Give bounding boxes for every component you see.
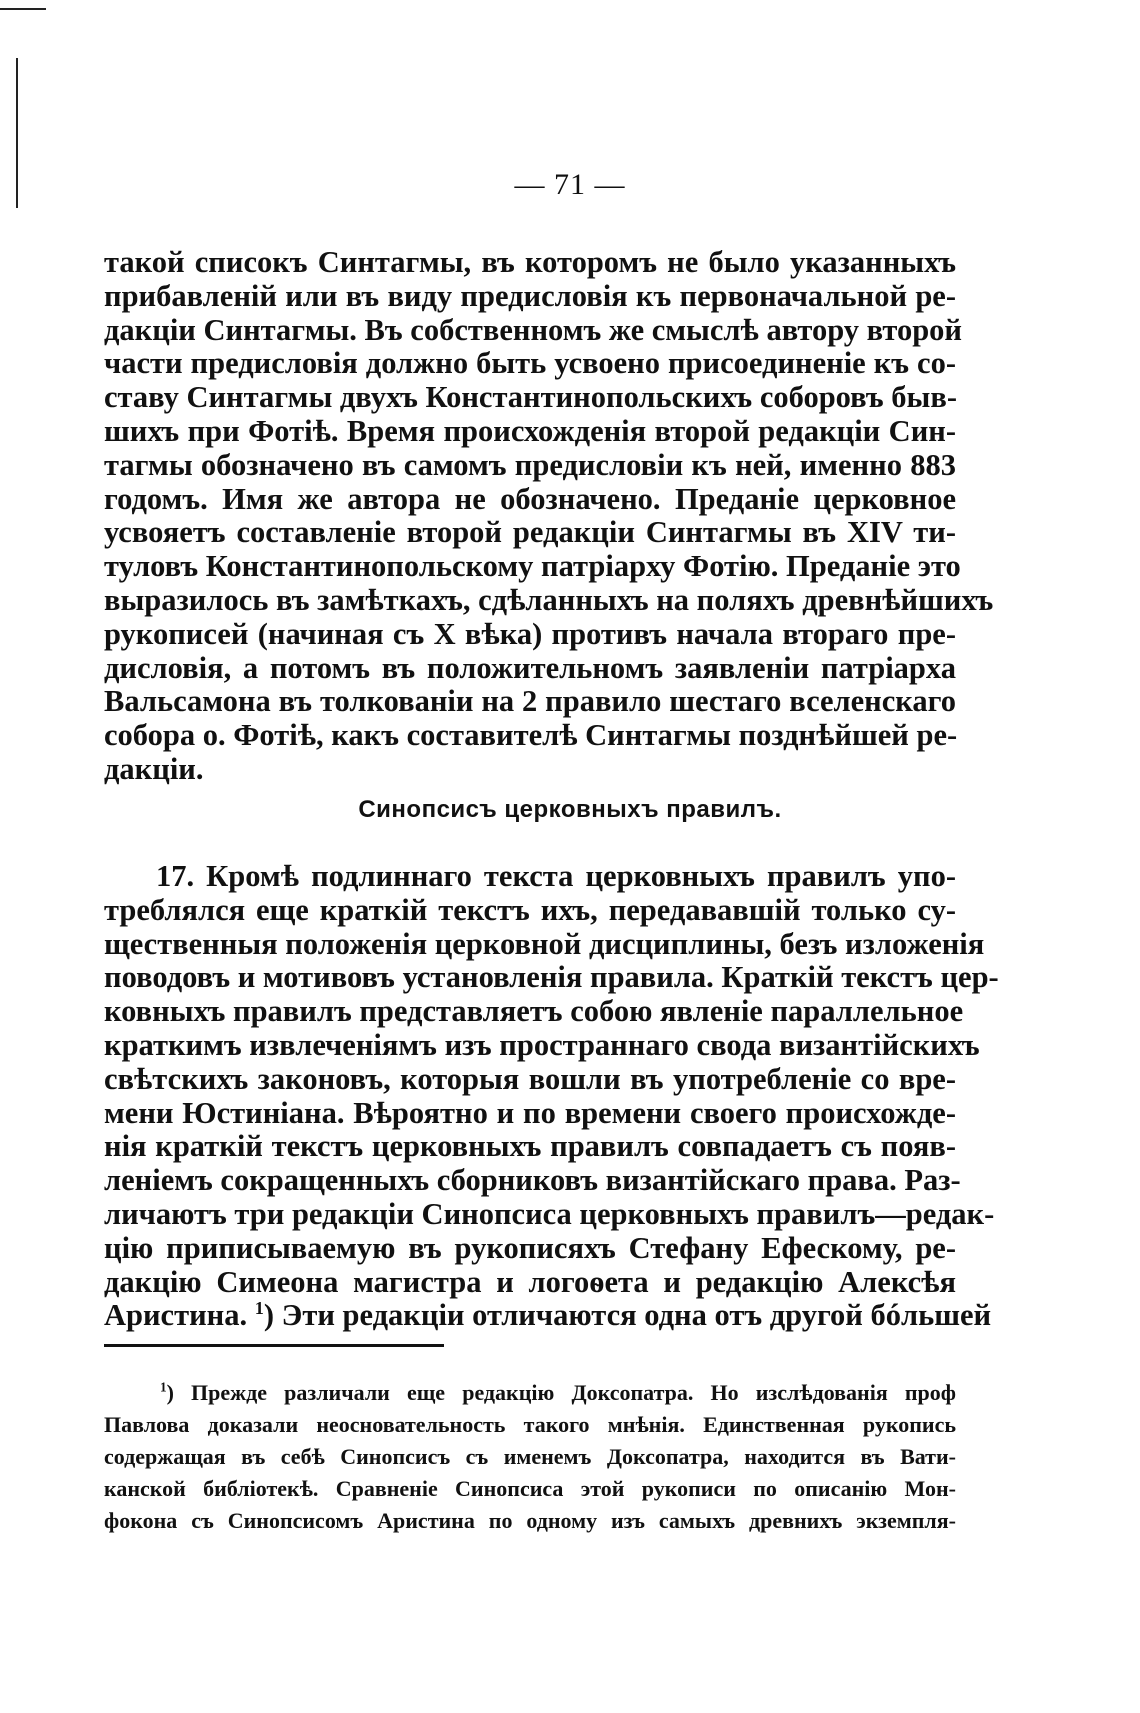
footnote-divider [104,1344,444,1347]
text-line: цію приписываемую въ рукописяхъ Стефану Ефескому, ре- [104,1230,956,1265]
scan-edge-mark-top [0,8,46,10]
text-fragment: ) Эти редакціи отличаются одна отъ другой бóльшей [263,1298,992,1333]
footnote-line: фокона съ Синопсисомъ Аристина по одному изъ самыхъ древнихъ экземпля- [104,1508,956,1533]
text-fragment: ) Прежде различали еще редакцію Доксопатра. Но изслѣдованія проф [166,1380,956,1405]
footnote-marker: 1 [160,1379,167,1395]
text-line: дакціи Синтагмы. Въ собственномъ же смыслѣ автору второй [104,312,963,347]
text-line: Вальсамона въ толкованіи на 2 правило шестаго вселенскаго [104,684,956,719]
text-line: усвояетъ составленіе второй редакціи Синтагмы въ XIV ти- [104,515,956,550]
text-fragment: Аристина. [104,1298,248,1333]
text-line: треблялся еще краткій текстъ ихъ, передававшій только су- [104,892,956,927]
text-line-with-footnote-ref [104,1298,992,1333]
text-line: нія краткій текстъ церковныхъ правилъ совпадаетъ съ появ- [104,1129,956,1164]
text-line: мени Юстиніана. Вѣроятно и по времени своего происхожде- [104,1095,956,1130]
section-heading: Синопсисъ церковныхъ правилъ. [358,796,782,823]
text-line: ковныхъ правилъ представляетъ собою явленіе параллельное [104,994,964,1029]
text-line: собора о. Фотіѣ, какъ составителѣ Синтагмы позднѣйшей ре- [104,718,958,753]
text-line: рукописей (начиная съ X вѣка) противъ начала втораго пре- [104,616,956,651]
text-line: туловъ Константинопольскому патріарху Фотію. Преданіе это [104,549,961,584]
text-line: свѣтскихъ законовъ, которыя вошли въ употребленіе со вре- [104,1061,956,1096]
text-line: поводовъ и мотивовъ установленія правила. Краткій текстъ цер- [104,960,999,995]
text-line: тагмы обозначено въ самомъ предисловіи къ ней, именно 883 [104,447,956,482]
footnotes [104,1377,956,1537]
text-line: дакціи. [104,751,204,786]
footnote-line [104,1377,956,1409]
text-line: прибавленій или въ виду предисловія къ первоначальной ре- [104,278,956,313]
text-line: выразилось въ замѣткахъ, сдѣланныхъ на поляхъ древнѣйшихъ [104,582,994,617]
footnote-reference[interactable]: 1 [254,1298,264,1319]
footnote-line: Павлова доказали неосновательность такого мнѣнія. Единственная рукопись [104,1412,956,1437]
text-line: шихъ при Фотіѣ. Время происхожденія второй редакціи Син- [104,413,956,448]
text-line: ставу Синтагмы двухъ Константинопольскихъ соборовъ быв- [104,380,957,415]
text-line: дакцію Симеона магистра и логоѳета и редакцію Алексѣя [104,1264,956,1299]
paragraph-continuation [104,245,994,787]
text-line: дисловія, а потомъ въ положительномъ заявленіи патріарха [104,650,956,685]
text-line: личаютъ три редакціи Синопсиса церковныхъ правилъ—редак- [104,1196,995,1231]
text-line: годомъ. Имя же автора не обозначено. Преданіе церковное [104,481,956,516]
paragraph-17 [104,859,999,1333]
text-line: леніемъ сокращенныхъ сборниковъ византійскаго права. Раз- [104,1163,961,1198]
text-line: 17. Кромѣ подлиннаго текста церковныхъ правилъ упо- [156,859,956,893]
text-line: такой списокъ Синтагмы, въ которомъ не было указанныхъ [104,245,956,279]
text-line: краткимъ извлеченіямъ изъ пространнаго свода византійскихъ [104,1027,980,1062]
text-line: части предисловія должно быть усвоено присоединеніе къ со- [104,346,956,381]
footnote-line: содержащая въ себѣ Синопсисъ съ именемъ Доксопатра, находится въ Вати- [104,1444,956,1469]
text-line: щественныя положенія церковной дисциплины, безъ изложенія [104,926,985,961]
page-number: — 71 — [514,168,626,201]
footnote-line: канской библіотекѣ. Сравненіе Синопсиса этой рукописи по описанію Мон- [104,1476,956,1501]
